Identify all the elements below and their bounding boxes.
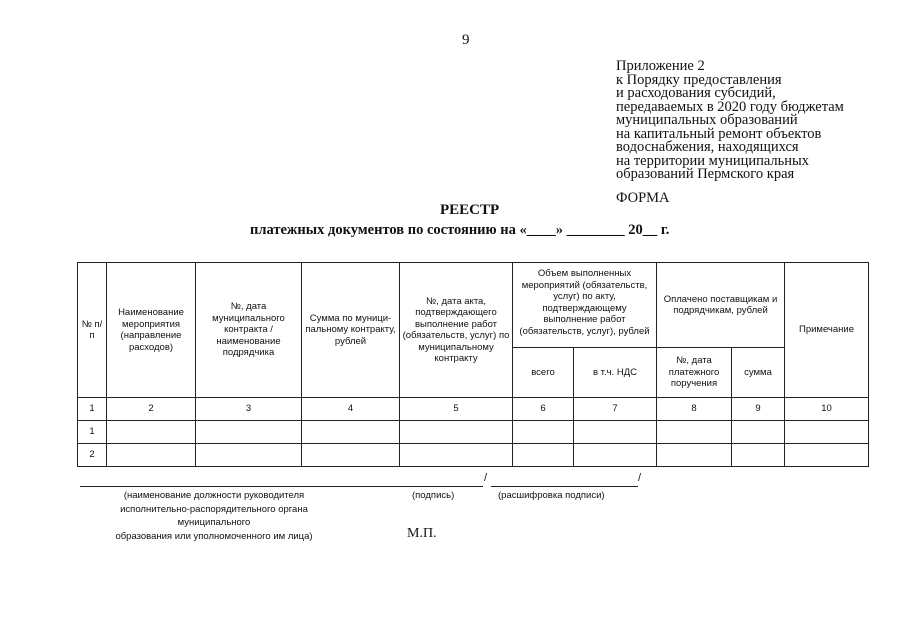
header-vat: в т.ч. НДС bbox=[574, 348, 657, 398]
header-total: всего bbox=[513, 348, 574, 398]
signature-separator: / bbox=[484, 472, 488, 484]
table-cell[interactable] bbox=[574, 421, 657, 444]
header-act: №, дата акта, подтверждающего выполнение работ (обязательств, услуг) по муниципальному контракту bbox=[400, 263, 513, 398]
appendix-line: Приложение 2 bbox=[616, 58, 705, 74]
table-cell[interactable] bbox=[196, 444, 302, 467]
table-cell[interactable] bbox=[302, 421, 400, 444]
header-num: № п/п bbox=[78, 263, 107, 398]
decode-caption: (расшифровка подписи) bbox=[498, 490, 605, 501]
column-number: 6 bbox=[513, 398, 574, 421]
appendix-line: водоснабжения, находящихся bbox=[616, 139, 799, 155]
header-paid: Оплачено поставщикам и подрядчикам, рублей bbox=[657, 263, 785, 348]
document-subtitle: платежных документов по состоянию на «____» ________ 20__ г. bbox=[250, 222, 670, 238]
table-row bbox=[78, 444, 869, 467]
table-cell[interactable] bbox=[732, 421, 785, 444]
header-amount: сумма bbox=[732, 348, 785, 398]
header-sum: Сумма по муници-пальному контракту, рублей bbox=[302, 263, 400, 398]
table-cell[interactable] bbox=[785, 421, 869, 444]
table-cell[interactable] bbox=[400, 444, 513, 467]
table-cell[interactable] bbox=[196, 421, 302, 444]
table-cell[interactable] bbox=[107, 444, 196, 467]
form-label: ФОРМА bbox=[616, 190, 670, 206]
header-note: Примечание bbox=[785, 263, 869, 398]
header-payorder: №, дата платежного поручения bbox=[657, 348, 732, 398]
table-cell[interactable] bbox=[513, 421, 574, 444]
column-number: 7 bbox=[574, 398, 657, 421]
sign-caption: (подпись) bbox=[412, 490, 455, 501]
column-number: 8 bbox=[657, 398, 732, 421]
column-number: 5 bbox=[400, 398, 513, 421]
registry-table bbox=[77, 262, 869, 467]
column-number: 1 bbox=[78, 398, 107, 421]
table-cell[interactable] bbox=[107, 421, 196, 444]
appendix-line: и расходования субсидий, bbox=[616, 85, 776, 101]
appendix-line: к Порядку предоставления bbox=[616, 71, 782, 88]
decode-signature-line[interactable] bbox=[491, 486, 638, 487]
appendix-line: муниципальных образований bbox=[616, 112, 798, 128]
appendix-line: передаваемых в 2020 году бюджетам bbox=[616, 98, 844, 115]
page-number: 9 bbox=[462, 32, 470, 48]
column-number: 2 bbox=[107, 398, 196, 421]
header-name: Наименование мероприятия (направление расходов) bbox=[107, 263, 196, 398]
column-number: 9 bbox=[732, 398, 785, 421]
table-cell[interactable] bbox=[302, 444, 400, 467]
stamp-place-label: М.П. bbox=[407, 526, 437, 541]
column-number: 4 bbox=[302, 398, 400, 421]
table-cell[interactable] bbox=[400, 421, 513, 444]
table-row bbox=[78, 421, 869, 444]
column-number: 10 bbox=[785, 398, 869, 421]
position-caption: (наименование должности руководителя исполнительно-распорядительного органа муниципального образования или уполномоченного им лица) bbox=[115, 490, 313, 542]
table-cell[interactable] bbox=[513, 444, 574, 467]
table-cell[interactable] bbox=[657, 444, 732, 467]
column-numbers-row bbox=[78, 398, 869, 421]
document-title: РЕЕСТР bbox=[440, 202, 500, 218]
row-number: 1 bbox=[78, 421, 107, 444]
header-volume: Объем выполненных мероприятий (обязательств, услуг) по акту, подтверждающему выполнение работ (обязательств, услуг), рублей bbox=[513, 263, 657, 348]
appendix-line: образований Пермского края bbox=[616, 166, 795, 182]
table-cell[interactable] bbox=[574, 444, 657, 467]
registry-table-wrapper bbox=[77, 262, 869, 467]
row-number: 2 bbox=[78, 444, 107, 467]
appendix-line: на капитальный ремонт объектов bbox=[616, 125, 822, 142]
header-row bbox=[78, 263, 869, 348]
position-signature-line[interactable] bbox=[80, 486, 483, 487]
appendix-block bbox=[616, 60, 901, 182]
signature-separator-end: / bbox=[638, 472, 642, 484]
table-cell[interactable] bbox=[732, 444, 785, 467]
header-contract: №, дата муниципального контракта / наименование подрядчика bbox=[196, 263, 302, 398]
appendix-line: на территории муниципальных bbox=[616, 152, 810, 169]
column-number: 3 bbox=[196, 398, 302, 421]
table-cell[interactable] bbox=[785, 444, 869, 467]
table-cell[interactable] bbox=[657, 421, 732, 444]
